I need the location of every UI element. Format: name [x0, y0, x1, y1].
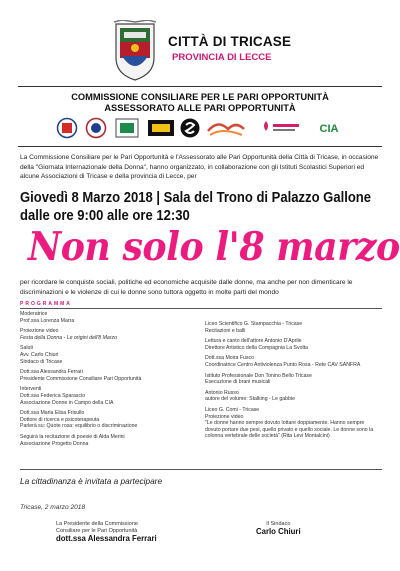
- purpose-paragraph: per ricordare le conquiste sociali, politiche ed economiche acquisite dalle donne, ma anche per non dimenticare le discriminazioni e le violenze di cui le donne sono tuttora oggetto in molte parti del mondo: [20, 279, 353, 296]
- programme-line: Coordinatrice Centro Antiviolenza Punto Rosa - Rete CAV SANFRA: [205, 361, 361, 368]
- programme-line: Lettura e canto dell'attore Antonio D'Aprile: [205, 338, 302, 345]
- programme-line: Interventi: [20, 386, 42, 393]
- programme-line: Proiezione video: [205, 413, 244, 420]
- invitation-text: La cittadinanza è invitata a partecipare: [20, 476, 163, 486]
- programme-line: Dott.ssa Maria Elisa Frisullo: [20, 410, 85, 417]
- province-subtitle: PROVINCIA DI LECCE: [172, 52, 272, 63]
- committee-line-1: COMMISSIONE CONSILIARE PER LE PARI OPPORTUNITÀ: [71, 92, 329, 102]
- cia-logo: [314, 120, 344, 137]
- divider: [20, 308, 382, 309]
- programme-line: Prof.ssa Lorenza Marra: [20, 317, 75, 324]
- signature-president-name: dott.ssa Alessandra Ferrari: [56, 534, 157, 543]
- programme-line: Liceo Scientifico G. Stampacchia - Tricase: [205, 321, 303, 327]
- intro-paragraph: La Commissione Consiliare per le Pari Opportunità e l'Assessorato alle Pari Opportunità della Città di Tricase, in occasione della "Giornata Internazionale della Donna", hanno organizzato, in collaborazione con gli Istituti Scolastici Superiori ed alcune Associazioni di Tricase e della provincia di Lecce, per: [20, 154, 379, 180]
- signature-mayor-role: Il Sindaco: [266, 521, 291, 527]
- city-crest-logo: [112, 20, 158, 82]
- place-date: Tricase, 2 marzo 2018: [20, 504, 86, 511]
- programme-label: PROGRAMMA: [20, 301, 72, 307]
- programme-line: Proiezione video: [20, 328, 59, 335]
- programme-line: Dottore di ricerca e psicoterapeuta: [20, 416, 100, 423]
- carabinieri-logo: [87, 119, 106, 138]
- programme-line: "Le donne hanno sempre dovuto lottare doppiamente. Hanno sempre dovuto portare due pesi, quello privato e quello sociale. Le donne sono la colonna vertebrale delle società" (Rita Levi Montalcini): [205, 420, 374, 440]
- programme-line: Esecuzione di brani musicali: [205, 379, 271, 386]
- partner-logos: [56, 117, 346, 139]
- programme-line: Direttore Artistico della Compagnia La Svolta: [205, 344, 308, 351]
- signature-mayor-name: Carlo Chiuri: [256, 527, 301, 536]
- school-logo: [116, 119, 138, 137]
- programme-line: autore del volume: Stalking - Le gabbie: [205, 396, 295, 403]
- s-logo: [181, 119, 200, 138]
- event-title: Non solo l'8 marzo: [28, 224, 400, 270]
- divider: [20, 469, 382, 470]
- divider: [18, 86, 382, 87]
- programme-line: Antonio Russo: [205, 389, 239, 396]
- programme-line: Dott.ssa Alessandra Ferrari: [20, 369, 83, 376]
- programme-line: Recitazioni e balli: [205, 327, 246, 334]
- programme-line: Associazione Donne in Campo della CIA: [20, 399, 114, 406]
- programme-line: Istituto Professionale Don Tonino Bello Tricase: [205, 372, 312, 379]
- city-title: CITTÀ DI TRICASE: [168, 34, 292, 49]
- progetto-donna-logo: [264, 121, 299, 131]
- programme-line: Liceo G. Comi - Tricase: [205, 406, 260, 413]
- association-logo: [148, 120, 174, 136]
- programme-line: Dott.ssa Moira Fusco: [205, 355, 255, 362]
- committee-line-2: ASSESSORATO ALLE PARI OPPORTUNITÀ: [104, 103, 296, 113]
- programme-line: Festa della Donna - Le origini dell'8 Marzo: [20, 334, 118, 341]
- signature-president-role-1: La Presidente della Commissione: [56, 521, 138, 527]
- signature-president: [56, 521, 157, 542]
- programme-right-column: [205, 321, 380, 440]
- programme-line: Dott.ssa Federica Sparascio: [20, 392, 86, 399]
- programme-line: Seguirà la recitazione di poesie di Alda Merini: [20, 433, 125, 440]
- hands-logo: [208, 124, 244, 135]
- programme-line: Moderatrice: [20, 311, 48, 317]
- programme-line: Associazione Progetto Donna: [20, 440, 89, 447]
- signature-mayor: [256, 521, 301, 535]
- police-logo: [58, 119, 77, 138]
- programme-left-column: [20, 311, 185, 447]
- cia-logo-text: CIA: [319, 123, 339, 135]
- programme-line: Parlerà su: Quote rosa: equilibrio o discriminazione: [20, 423, 138, 430]
- programme-line: Avv. Carlo Chiuri: [20, 351, 59, 358]
- event-date-venue: Giovedì 8 Marzo 2018 | Sala del Trono di Palazzo Gallone: [20, 190, 372, 206]
- programme-line: Sindaco di Tricase: [20, 358, 63, 365]
- signature-president-role-2: Consiliare per le Pari Opportunità: [56, 528, 138, 534]
- programme-line: Presidente Commissione Consiliare Pari Opportunità: [20, 375, 142, 382]
- committee-heading: [0, 92, 400, 114]
- programme-line: Saluti: [20, 345, 33, 352]
- divider: [18, 146, 382, 147]
- event-time: dalle ore 9:00 alle ore 12:30: [20, 208, 190, 224]
